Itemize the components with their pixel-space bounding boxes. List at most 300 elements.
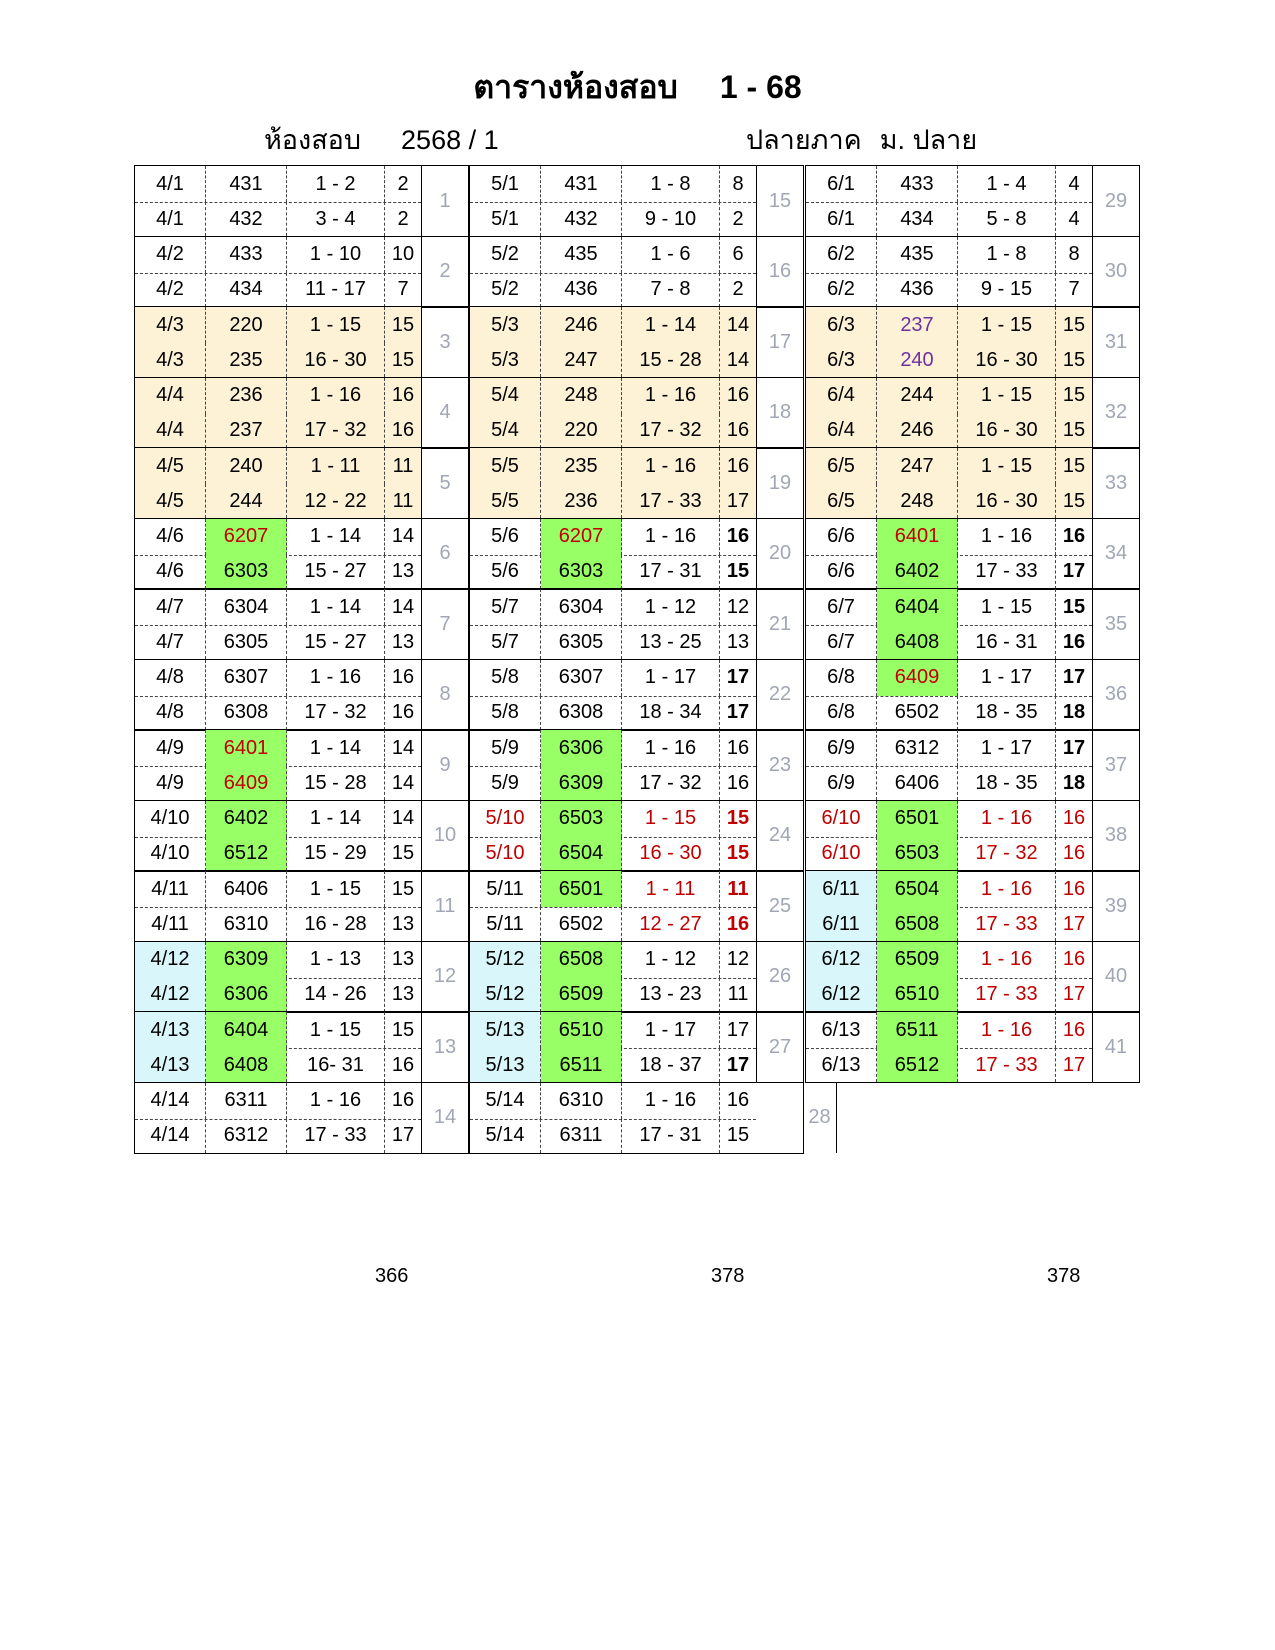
table-row <box>806 378 1092 415</box>
room-id-cell: 6502 <box>541 907 622 941</box>
seat-range-cell: 1 - 15 <box>958 307 1056 343</box>
class-cell: 5/9 <box>470 766 541 800</box>
seat-range-cell: 18 - 35 <box>958 766 1056 800</box>
room-id-cell: 6408 <box>206 1048 287 1082</box>
class-cell: 6/5 <box>806 448 877 484</box>
class-cell: 4/12 <box>135 942 206 978</box>
room-block <box>134 729 469 801</box>
class-cell: 6/11 <box>806 907 877 941</box>
room-number: 24 <box>756 801 803 871</box>
table-row <box>806 343 1092 377</box>
room-block <box>805 588 1140 660</box>
table-row <box>135 555 421 589</box>
seat-range-cell: 1 - 17 <box>958 730 1056 766</box>
class-cell: 4/14 <box>135 1119 206 1153</box>
column-grade-4 <box>134 165 469 1154</box>
room-id-cell: 431 <box>541 166 622 202</box>
table-row <box>470 273 756 307</box>
room-number: 29 <box>1092 166 1139 236</box>
room-block <box>134 518 469 590</box>
subtitle-right <box>746 118 977 161</box>
room-id-cell: 6510 <box>541 1012 622 1048</box>
count-cell: 15 <box>1056 414 1092 448</box>
room-id-cell: 432 <box>541 202 622 236</box>
class-cell: 5/12 <box>470 978 541 1012</box>
room-id-cell: 6503 <box>541 801 622 837</box>
room-block <box>805 377 1140 449</box>
room-id-cell: 247 <box>877 448 958 484</box>
room-block <box>805 518 1140 590</box>
room-id-cell: 6409 <box>206 766 287 800</box>
class-cell: 6/11 <box>806 871 877 907</box>
table-row <box>806 414 1092 448</box>
room-id-cell: 6303 <box>206 555 287 589</box>
table-row <box>806 871 1092 908</box>
room-id-cell: 434 <box>877 202 958 236</box>
class-cell: 6/12 <box>806 978 877 1012</box>
room-id-cell: 6504 <box>877 871 958 907</box>
seat-range-cell: 1 - 14 <box>287 589 385 625</box>
table-row <box>135 202 421 236</box>
table-row <box>135 237 421 274</box>
seat-range-cell: 16 - 31 <box>958 625 1056 659</box>
seat-range-cell: 9 - 15 <box>958 273 1056 307</box>
class-cell: 4/6 <box>135 519 206 555</box>
room-block <box>805 870 1140 942</box>
count-cell: 16 <box>726 1089 750 1111</box>
table-row <box>470 801 756 838</box>
table-row <box>470 484 756 518</box>
room-id-cell: 6307 <box>206 660 287 696</box>
room-block <box>469 306 804 378</box>
count-cell: 11 <box>385 484 421 518</box>
class-cell: 4/13 <box>135 1012 206 1048</box>
class-cell: 5/4 <box>470 414 541 448</box>
count-cell: 14 <box>391 736 415 759</box>
seat-range-cell: 1 - 13 <box>287 942 385 978</box>
class-cell: 4/5 <box>135 484 206 518</box>
room-number: 5 <box>421 448 468 518</box>
table-row <box>470 978 756 1012</box>
room-id-cell: 6311 <box>206 1083 287 1119</box>
count-cell: 13 <box>391 948 415 970</box>
table-row <box>806 625 1092 659</box>
table-row <box>470 1119 756 1153</box>
class-cell: 5/6 <box>470 519 541 555</box>
table-row <box>470 166 756 203</box>
table-row <box>135 1083 421 1120</box>
class-cell: 4/2 <box>135 237 206 273</box>
room-block <box>134 306 469 378</box>
room-id-cell: 6409 <box>877 660 958 696</box>
room-block <box>134 800 469 872</box>
class-cell: 4/4 <box>135 378 206 414</box>
table-row <box>470 378 756 415</box>
table-row <box>470 589 756 626</box>
count-cell: 16 <box>391 1053 415 1076</box>
exam-room-label: ห้องสอบ <box>264 125 362 155</box>
table-row <box>135 907 421 941</box>
seat-range-cell: 17 - 31 <box>622 1119 720 1153</box>
count-cell: 13 <box>391 983 415 1005</box>
table-row <box>470 237 756 274</box>
room-id-cell: 6207 <box>206 519 287 555</box>
class-cell: 5/1 <box>470 202 541 236</box>
seat-range-cell: 17 - 32 <box>622 414 720 448</box>
count-cell: 14 <box>391 771 415 794</box>
count-cell: 15 <box>391 842 415 864</box>
count-cell: 17 <box>726 1018 750 1041</box>
class-cell: 5/13 <box>470 1012 541 1048</box>
seat-range-cell: 1 - 16 <box>958 1012 1056 1048</box>
title-range: 1 - 68 <box>719 69 802 105</box>
count-cell: 14 <box>720 307 756 343</box>
class-cell: 5/13 <box>470 1048 541 1082</box>
class-cell: 6/8 <box>806 696 877 730</box>
seat-range-cell: 17 - 32 <box>287 696 385 730</box>
room-id-cell: 6508 <box>541 942 622 978</box>
table-row <box>135 519 421 556</box>
count-cell: 13 <box>391 912 415 935</box>
seat-range-cell: 1 - 16 <box>622 730 720 766</box>
room-block <box>805 165 1140 237</box>
count-cell: 16 <box>1062 525 1086 547</box>
room-number: 23 <box>756 730 803 800</box>
room-id-cell: 6307 <box>541 660 622 696</box>
room-number: 26 <box>756 942 803 1012</box>
count-cell: 16 <box>720 378 756 414</box>
class-cell: 6/7 <box>806 589 877 625</box>
table-row <box>135 166 421 203</box>
seat-range-cell: 16 - 28 <box>287 907 385 941</box>
count-cell: 17 <box>726 666 750 688</box>
room-id-cell: 432 <box>206 202 287 236</box>
room-block <box>469 1082 831 1154</box>
table-row <box>135 871 421 908</box>
seat-range-cell: 13 - 23 <box>622 978 720 1012</box>
count-cell: 15 <box>1056 484 1092 518</box>
count-cell: 13 <box>391 630 415 653</box>
count-cell: 18 <box>1062 771 1086 794</box>
table-row <box>470 766 756 800</box>
class-cell: 6/4 <box>806 414 877 448</box>
room-block <box>805 659 1140 731</box>
table-row <box>806 484 1092 518</box>
room-block <box>469 659 804 731</box>
room-number: 7 <box>421 589 468 659</box>
table-row <box>806 307 1092 344</box>
class-cell: 4/5 <box>135 448 206 484</box>
count-cell: 17 <box>1062 1053 1086 1076</box>
room-block <box>469 800 804 872</box>
column-grade-6 <box>805 165 1140 1083</box>
total-grade-5: 378 <box>711 1265 745 1287</box>
count-cell: 16 <box>391 1089 415 1111</box>
room-block <box>134 588 469 660</box>
seat-range-cell: 17 - 33 <box>958 907 1056 941</box>
class-cell: 6/3 <box>806 307 877 343</box>
room-id-cell: 220 <box>541 414 622 448</box>
room-block <box>469 729 804 801</box>
room-id-cell: 6509 <box>877 942 958 978</box>
room-id-cell: 6512 <box>206 837 287 871</box>
class-cell: 5/9 <box>470 730 541 766</box>
room-id-cell: 6310 <box>206 907 287 941</box>
table-row <box>135 589 421 626</box>
room-number: 40 <box>1092 942 1139 1012</box>
room-id-cell: 220 <box>206 307 287 343</box>
class-cell: 5/14 <box>470 1083 541 1119</box>
room-block <box>134 1082 469 1154</box>
room-id-cell: 6402 <box>206 801 287 837</box>
count-cell: 14 <box>391 595 415 618</box>
class-cell: 6/10 <box>806 837 877 871</box>
room-number: 36 <box>1092 660 1139 730</box>
count-cell: 16 <box>726 771 750 794</box>
class-cell: 4/3 <box>135 343 206 377</box>
seat-range-cell: 14 - 26 <box>287 978 385 1012</box>
class-cell: 5/7 <box>470 625 541 659</box>
count-cell: 7 <box>1068 278 1080 300</box>
table-row <box>135 484 421 518</box>
class-cell: 6/1 <box>806 166 877 202</box>
seat-range-cell: 17 - 33 <box>958 978 1056 1012</box>
table-row <box>806 1048 1092 1082</box>
room-number: 21 <box>756 589 803 659</box>
table-row <box>135 942 421 979</box>
room-id-cell: 6406 <box>206 871 287 907</box>
count-cell: 7 <box>397 278 409 300</box>
exam-type-label: ปลายภาค <box>746 125 862 155</box>
seat-range-cell: 17 - 31 <box>622 555 720 589</box>
seat-range-cell: 15 - 27 <box>287 555 385 589</box>
room-block <box>469 518 804 590</box>
room-block <box>805 800 1140 872</box>
count-cell: 14 <box>391 525 415 547</box>
count-cell: 13 <box>726 630 750 653</box>
room-id-cell: 6510 <box>877 978 958 1012</box>
seat-range-cell: 16- 31 <box>287 1048 385 1082</box>
table-row <box>470 730 756 767</box>
count-cell: 16 <box>1062 842 1086 864</box>
count-cell: 17 <box>720 484 756 518</box>
total-grade-6: 378 <box>1047 1265 1081 1287</box>
table-row <box>470 942 756 979</box>
seat-range-cell: 15 - 29 <box>287 837 385 871</box>
class-cell: 6/5 <box>806 484 877 518</box>
count-cell: 15 <box>385 307 421 343</box>
room-id-cell: 6402 <box>877 555 958 589</box>
room-number: 3 <box>421 307 468 377</box>
seat-range-cell: 1 - 12 <box>622 589 720 625</box>
count-cell: 15 <box>391 877 415 900</box>
room-id-cell: 236 <box>541 484 622 518</box>
seat-range-cell: 18 - 37 <box>622 1048 720 1082</box>
class-cell: 5/3 <box>470 307 541 343</box>
room-id-cell: 435 <box>541 237 622 273</box>
table-row <box>470 907 756 941</box>
room-id-cell: 6306 <box>541 730 622 766</box>
class-cell: 5/3 <box>470 343 541 377</box>
count-cell: 15 <box>1056 343 1092 377</box>
room-number: 38 <box>1092 801 1139 871</box>
count-cell: 15 <box>1056 378 1092 414</box>
seat-range-cell: 1 - 15 <box>958 448 1056 484</box>
seat-range-cell: 16 - 30 <box>958 343 1056 377</box>
seat-range-cell: 17 - 33 <box>287 1119 385 1153</box>
room-id-cell: 6406 <box>877 766 958 800</box>
room-id-cell: 431 <box>206 166 287 202</box>
class-cell: 4/3 <box>135 307 206 343</box>
seat-range-cell: 15 - 28 <box>287 766 385 800</box>
room-block <box>469 941 804 1013</box>
room-id-cell: 6408 <box>877 625 958 659</box>
count-cell: 16 <box>385 414 421 448</box>
room-block <box>469 236 804 308</box>
seat-range-cell: 1 - 14 <box>287 801 385 837</box>
seat-range-cell: 17 - 32 <box>958 837 1056 871</box>
table-row <box>135 978 421 1012</box>
room-number: 37 <box>1092 730 1139 800</box>
room-block <box>134 659 469 731</box>
column-grade-5 <box>469 165 831 1154</box>
room-number: 12 <box>421 942 468 1012</box>
table-row <box>135 1012 421 1049</box>
table-row <box>135 730 421 767</box>
room-id-cell: 246 <box>877 414 958 448</box>
count-cell: 2 <box>397 172 409 195</box>
class-cell: 5/10 <box>470 801 541 837</box>
room-id-cell: 6511 <box>541 1048 622 1082</box>
room-block <box>134 870 469 942</box>
room-block <box>469 588 804 660</box>
class-cell: 5/1 <box>470 166 541 202</box>
table-row <box>135 273 421 307</box>
room-number: 20 <box>756 519 803 589</box>
room-number: 34 <box>1092 519 1139 589</box>
room-id-cell: 6309 <box>206 942 287 978</box>
seat-range-cell: 1 - 16 <box>287 660 385 696</box>
table-row <box>806 766 1092 800</box>
count-cell: 2 <box>732 207 744 230</box>
room-number: 2 <box>421 237 468 307</box>
class-cell: 4/11 <box>135 907 206 941</box>
room-number: 14 <box>421 1083 468 1153</box>
table-row <box>806 237 1092 274</box>
class-cell: 5/8 <box>470 660 541 696</box>
table-row <box>135 766 421 800</box>
title-text: ตารางห้องสอบ <box>473 69 678 105</box>
table-row <box>135 1048 421 1082</box>
room-block <box>134 377 469 449</box>
count-cell: 15 <box>385 343 421 377</box>
count-cell: 14 <box>391 807 415 829</box>
seat-range-cell: 1 - 6 <box>622 237 720 273</box>
room-id-cell: 6404 <box>877 589 958 625</box>
seat-range-cell: 17 - 33 <box>958 555 1056 589</box>
class-cell: 4/8 <box>135 660 206 696</box>
table-row <box>470 871 756 908</box>
seat-range-cell: 1 - 17 <box>622 1012 720 1048</box>
room-block <box>469 165 804 237</box>
room-id-cell: 6305 <box>206 625 287 659</box>
room-id-cell: 6311 <box>541 1119 622 1153</box>
page-title <box>0 62 1275 113</box>
room-id-cell: 436 <box>541 273 622 307</box>
table-row <box>806 519 1092 556</box>
room-id-cell: 235 <box>541 448 622 484</box>
table-row <box>135 414 421 448</box>
seat-range-cell: 15 - 27 <box>287 625 385 659</box>
count-cell: 17 <box>1062 912 1086 935</box>
room-number: 41 <box>1092 1012 1139 1082</box>
room-id-cell: 244 <box>206 484 287 518</box>
count-cell: 16 <box>720 448 756 484</box>
seat-range-cell: 16 - 30 <box>287 343 385 377</box>
class-cell: 5/5 <box>470 448 541 484</box>
table-row <box>806 1012 1092 1049</box>
table-row <box>135 625 421 659</box>
table-row <box>806 801 1092 838</box>
count-cell: 18 <box>1062 701 1086 723</box>
count-cell: 15 <box>726 807 750 829</box>
class-cell: 4/12 <box>135 978 206 1012</box>
class-cell: 5/11 <box>470 907 541 941</box>
seat-range-cell: 1 - 16 <box>287 1083 385 1119</box>
table-row <box>806 202 1092 236</box>
room-number: 19 <box>756 448 803 518</box>
seat-range-cell: 1 - 12 <box>622 942 720 978</box>
seat-range-cell: 1 - 16 <box>622 1083 720 1119</box>
count-cell: 16 <box>1062 877 1086 900</box>
room-id-cell: 244 <box>877 378 958 414</box>
level-label: ม. ปลาย <box>879 125 978 155</box>
subtitle-left <box>264 118 499 161</box>
total-grade-4: 366 <box>375 1265 409 1287</box>
seat-range-cell: 1 - 2 <box>287 166 385 202</box>
table-row <box>806 730 1092 767</box>
room-id-cell: 6511 <box>877 1012 958 1048</box>
room-block <box>134 447 469 519</box>
class-cell: 4/9 <box>135 730 206 766</box>
seat-range-cell: 1 - 10 <box>287 237 385 273</box>
room-number: 10 <box>421 801 468 871</box>
count-cell: 17 <box>726 1053 750 1076</box>
count-cell: 12 <box>726 948 750 970</box>
class-cell: 4/4 <box>135 414 206 448</box>
seat-range-cell: 1 - 14 <box>287 519 385 555</box>
room-number: 35 <box>1092 589 1139 659</box>
class-cell: 5/10 <box>470 837 541 871</box>
table-row <box>470 660 756 697</box>
class-cell: 6/4 <box>806 378 877 414</box>
table-row <box>806 907 1092 941</box>
table-row <box>470 414 756 448</box>
class-cell: 6/12 <box>806 942 877 978</box>
seat-range-cell: 1 - 15 <box>622 801 720 837</box>
seat-range-cell: 18 - 34 <box>622 696 720 730</box>
room-id-cell: 6305 <box>541 625 622 659</box>
seat-range-cell: 1 - 15 <box>287 307 385 343</box>
count-cell: 11 <box>727 983 749 1005</box>
table-row <box>806 273 1092 307</box>
class-cell: 6/2 <box>806 237 877 273</box>
room-number: 4 <box>421 378 468 448</box>
room-id-cell: 240 <box>206 448 287 484</box>
seat-range-cell: 1 - 16 <box>958 801 1056 837</box>
count-cell: 16 <box>1062 807 1086 829</box>
count-cell: 14 <box>720 343 756 377</box>
